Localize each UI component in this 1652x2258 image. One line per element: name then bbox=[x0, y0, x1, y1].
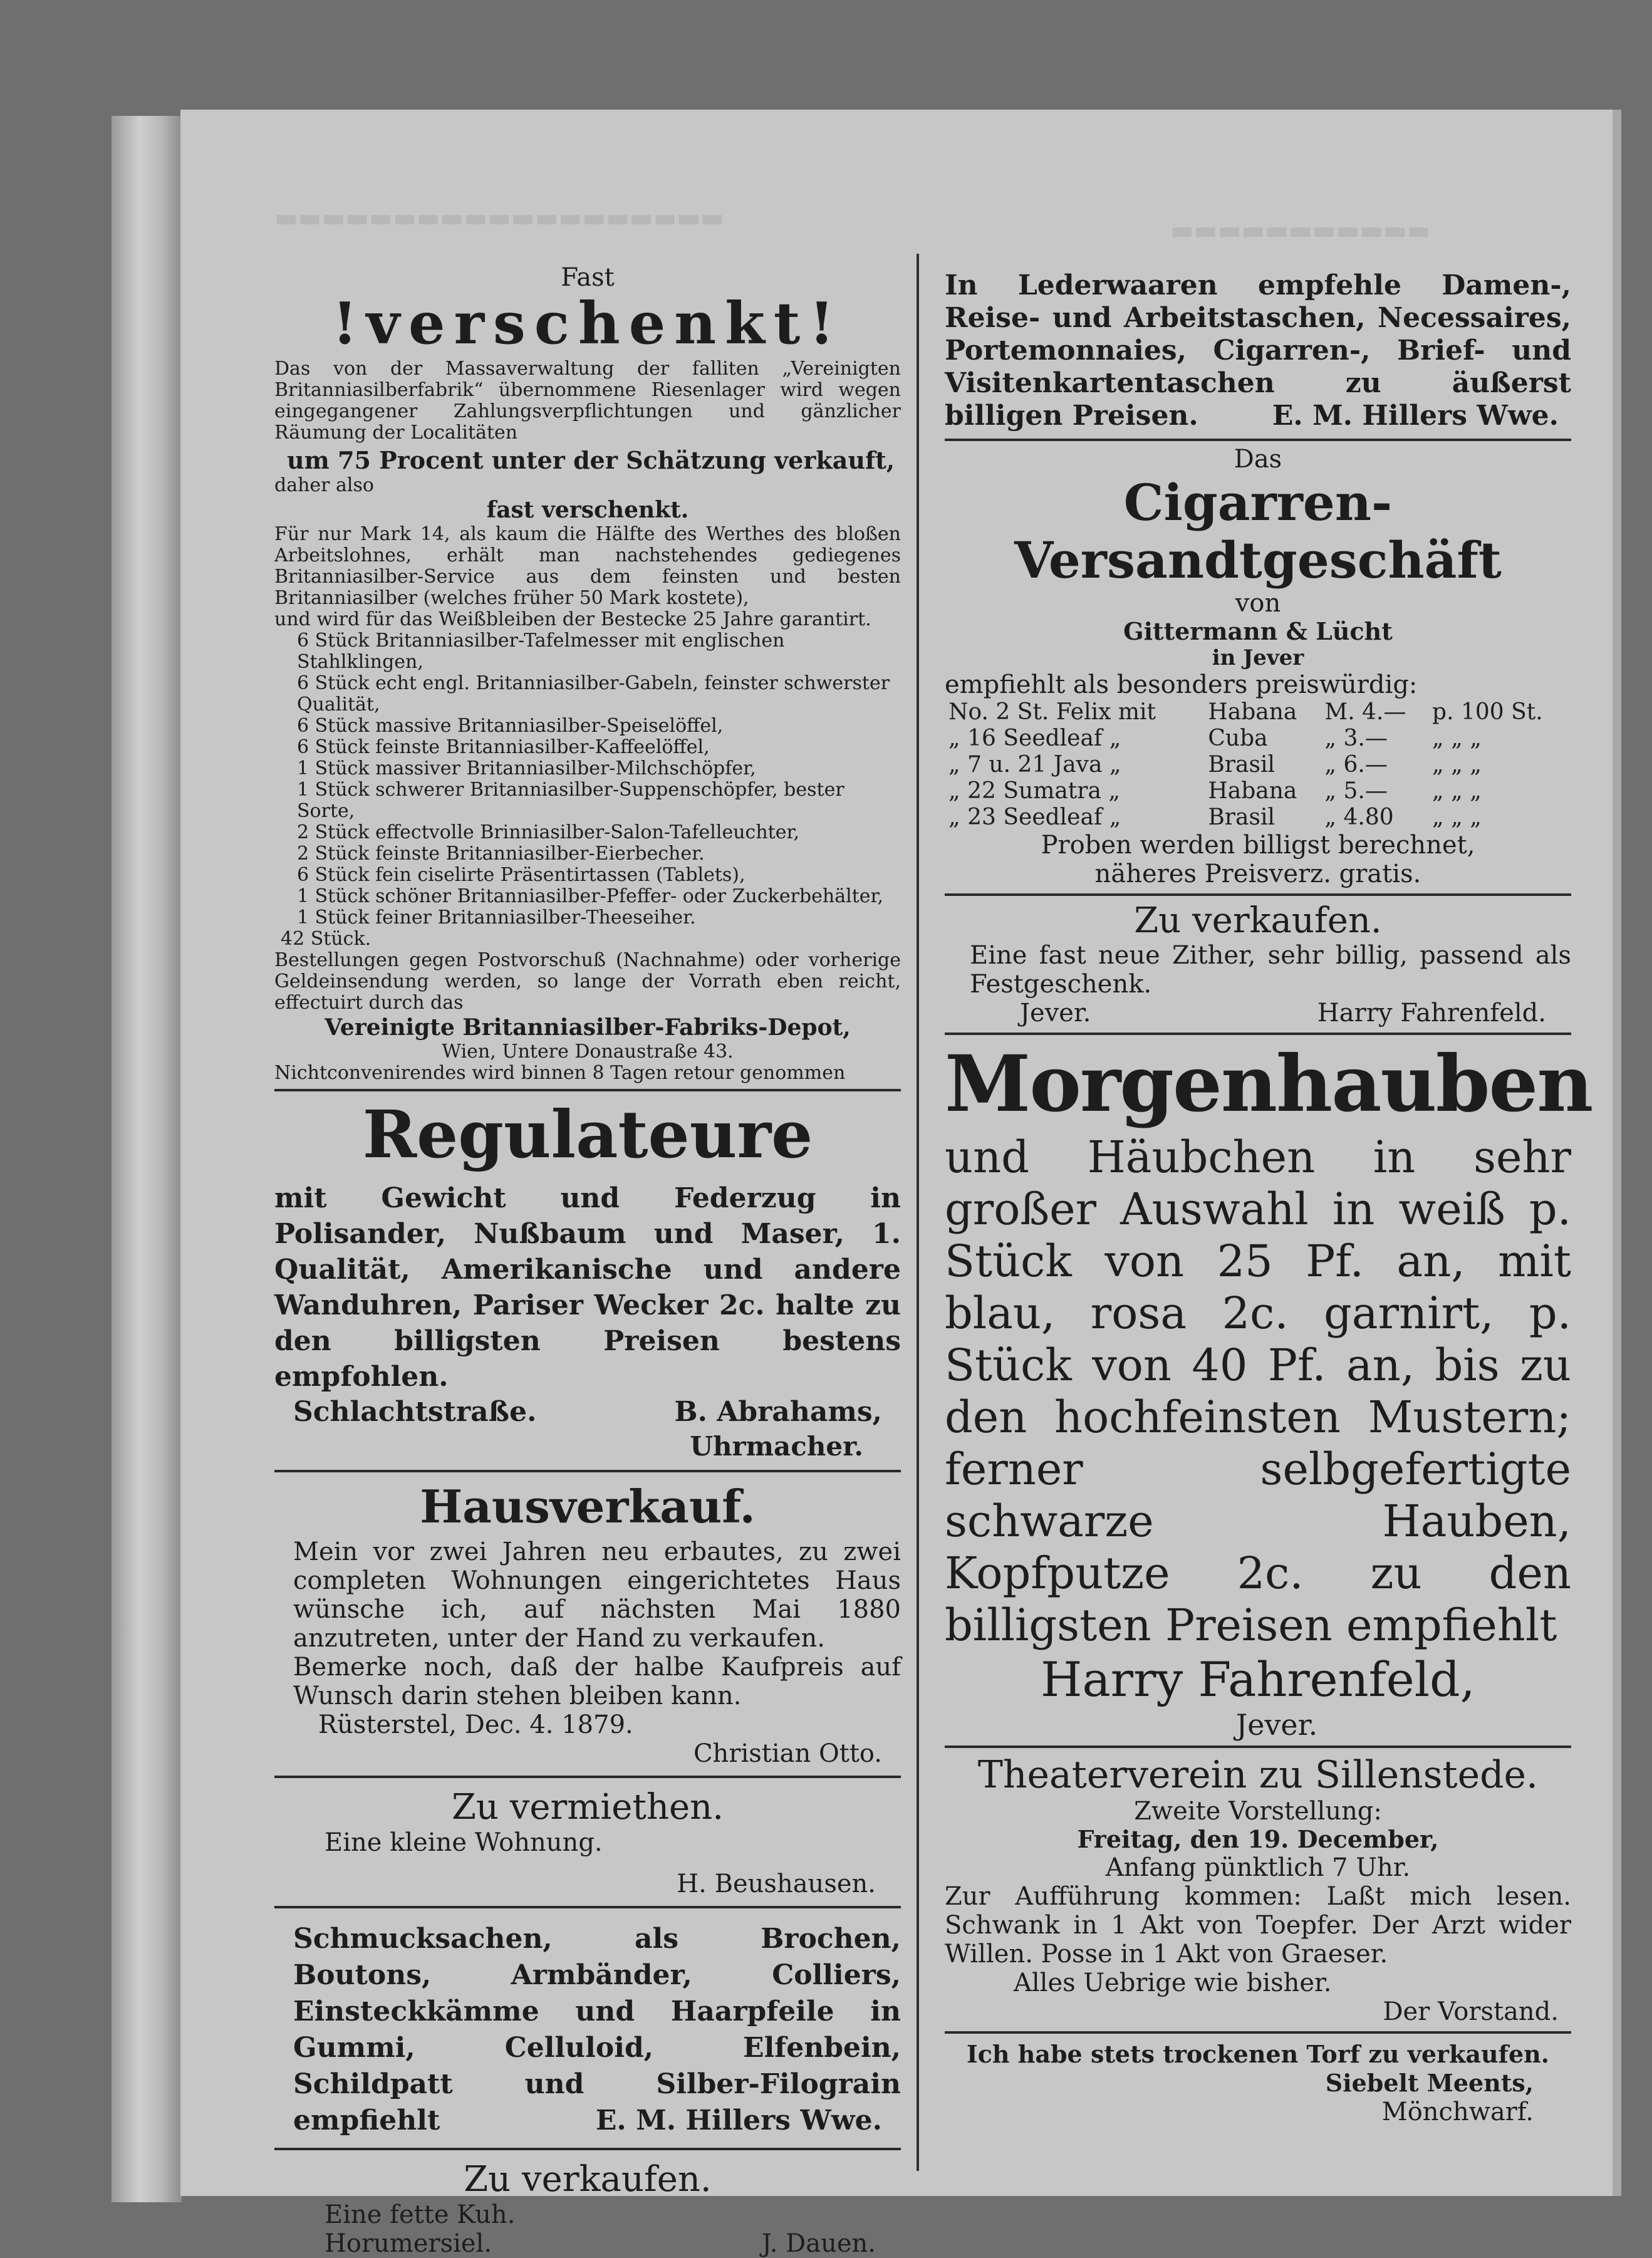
ad-name: Harry Fahrenfeld, bbox=[1041, 1652, 1475, 1707]
ad-headline: Theaterverein zu Sillenstede. bbox=[977, 1753, 1539, 1797]
ad-trade: Uhrmacher. bbox=[690, 1431, 863, 1462]
ad-pre: Das bbox=[1234, 445, 1282, 474]
ad-return: Nichtconvenirendes wird binnen 8 Tagen retour genommen bbox=[274, 1062, 846, 1084]
table-cell: No. 2 St. Felix mit bbox=[948, 699, 1156, 725]
ad-total: 42 Stück. bbox=[281, 928, 371, 950]
ad-body: und Häubchen in sehr großer Auswahl in weiß p. Stück von 25 Pf. an, mit blau, rosa 2c. garnirt, p. Stück von 40 Pf. an, bis zu den hochfeinsten Mustern; ferner selbgefertigte schwarze Hauben, Kopfputze 2c. zu den billigsten Preisen empfiehlt bbox=[945, 1132, 1571, 1651]
separator bbox=[274, 1089, 901, 1091]
list-item: 1 Stück massiver Britanniasilber-Milchschöpfer, bbox=[297, 757, 756, 779]
ad-headline: Zu verkaufen. bbox=[464, 2159, 712, 2200]
list-item: 2 Stück effectvolle Brinniasilber-Salon-Tafelleuchter, bbox=[297, 821, 800, 843]
ad-headline: Zu vermiethen. bbox=[451, 1787, 724, 1828]
table-row bbox=[945, 752, 1571, 778]
ad-verschenkt bbox=[274, 263, 901, 1084]
list-item: 6 Stück fein ciselirte Präsentirtassen (Tablets), bbox=[297, 864, 745, 886]
item-list bbox=[274, 630, 901, 929]
table-cell: „ 23 Seedleaf „ bbox=[948, 804, 1121, 830]
ad-von: von bbox=[1235, 589, 1281, 618]
table-cell: „ 7 u. 21 Java „ bbox=[948, 752, 1121, 778]
ad-leder bbox=[945, 269, 1571, 432]
bleed-through-text: ▬▬▬▬▬▬▬▬▬▬▬▬▬▬▬▬▬▬▬ bbox=[274, 204, 725, 232]
table-cell: Brasil bbox=[1208, 752, 1275, 778]
list-item: 2 Stück feinste Britanniasilber-Eierbecher. bbox=[297, 843, 705, 865]
table-cell: „ 5.— bbox=[1324, 778, 1388, 804]
ad-schmuck bbox=[274, 1921, 901, 2139]
ad-headline: Morgenhauben bbox=[945, 1039, 1592, 1130]
ad-morgenhauben bbox=[945, 1039, 1592, 1742]
price-table bbox=[945, 699, 1571, 831]
ad-sign: Der Vorstand. bbox=[1383, 1997, 1559, 2026]
table-cell: „ 4.80 bbox=[1324, 804, 1394, 830]
ad-note: Bemerke noch, daß der halbe Kaufpreis auf Wunsch darin stehen bleiben kann. bbox=[293, 1653, 901, 1710]
list-item: 6 Stück massive Britanniasilber-Speiselöffel, bbox=[297, 715, 724, 737]
column-divider bbox=[917, 254, 919, 2171]
left-column bbox=[274, 263, 901, 2258]
separator bbox=[945, 1746, 1571, 1748]
ad-guarantee: und wird für das Weißbleiben der Bestecke 25 Jahre garantirt. bbox=[274, 608, 871, 630]
ad-body: Ich habe stets trockenen Torf zu verkaufen. bbox=[966, 2040, 1550, 2068]
table-row bbox=[945, 726, 1571, 752]
ad-name: B. Abrahams, bbox=[674, 1396, 882, 1428]
ad-cigarren bbox=[945, 445, 1571, 888]
table-cell: „ „ „ bbox=[1432, 804, 1482, 830]
ad-torf bbox=[945, 2040, 1571, 2126]
ad-zither bbox=[945, 901, 1571, 1028]
table-cell: p. 100 St. bbox=[1432, 699, 1543, 725]
book-spine bbox=[112, 116, 182, 2202]
ad-daher: daher also bbox=[274, 474, 374, 496]
ad-body: In Lederwaaren empfehle Damen-, Reise- und Arbeitstaschen, Necessaires, Portemonnaies, Cigarren-, Brief- und Visitenkartentaschen zu äußerst billigen Preisen. bbox=[945, 269, 1571, 432]
ad-body: Mein vor zwei Jahren neu erbautes, zu zwei completen Wohnungen eingerichtetes Haus wünsche ich, auf nächsten Mai 1880 anzutreten, unter der Hand zu verkaufen. bbox=[293, 1537, 901, 1653]
ad-sub: Zweite Vorstellung: bbox=[1134, 1797, 1382, 1826]
ad-order: Bestellungen gegen Postvorschuß (Nachnahme) oder vorherige Geldeinsendung werden, so lange der Vorrath eben reicht, effectuirt durch das bbox=[274, 949, 901, 1014]
ad-fast: fast verschenkt. bbox=[486, 497, 689, 523]
table-cell: „ „ „ bbox=[1432, 726, 1482, 751]
list-item: 6 Stück Britanniasilber-Tafelmesser mit englischen Stahlklingen, bbox=[297, 630, 785, 673]
table-cell: „ 16 Seedleaf „ bbox=[948, 726, 1121, 751]
ad-name: Siebelt Meents, bbox=[1325, 2069, 1534, 2097]
ad-hausverkauf bbox=[274, 1481, 901, 1768]
list-item: 1 Stück feiner Britanniasilber-Theeseiher. bbox=[297, 907, 696, 929]
ad-address: Wien, Untere Donaustraße 43. bbox=[442, 1041, 734, 1063]
ad-highlight: um 75 Procent unter der Schätzung verkauft, bbox=[287, 446, 895, 474]
ad-name: H. Beushausen. bbox=[677, 1870, 876, 1898]
ad-place: Mönchwarf. bbox=[1381, 2098, 1534, 2126]
ad-name: J. Dauen. bbox=[761, 2229, 876, 2258]
ad-kuh bbox=[274, 2159, 901, 2258]
bleed-through-text: ▬▬▬▬▬▬▬▬▬▬▬ bbox=[1170, 216, 1431, 245]
table-cell: „ 6.— bbox=[1324, 752, 1388, 778]
newspaper-page bbox=[180, 110, 1621, 2258]
table-cell: M. 4.— bbox=[1324, 699, 1406, 725]
list-item: 6 Stück feinste Britanniasilber-Kaffeelöffel, bbox=[297, 736, 710, 758]
ad-body: Eine fette Kuh. bbox=[325, 2200, 516, 2229]
separator bbox=[945, 893, 1571, 896]
ad-body: Schmucksachen, als Brochen, Boutons, Armbänder, Colliers, Einsteckkämme und Haarpfeile in Gummi, Celluloid, Elfenbein, Schildpatt und Silber-Filograin empfiehlt bbox=[293, 1923, 901, 2136]
ad-rest: Alles Uebrige wie bisher. bbox=[1014, 1969, 1332, 1997]
ad-street: Schlachtstraße. bbox=[293, 1396, 537, 1428]
ad-intro: Das von der Massaverwaltung der falliten „Vereinigten Britanniasilberfabrik“ übernommene Riesenlager wird wegen eingegangener Zahlungsverpflichtungen und gänzlicher Räumung der Localitäten bbox=[274, 358, 901, 444]
table-cell: „ 22 Sumatra „ bbox=[948, 778, 1121, 804]
ad-body: Eine kleine Wohnung. bbox=[325, 1828, 603, 1857]
table-row bbox=[945, 778, 1571, 804]
ad-pre: Fast bbox=[561, 263, 615, 292]
table-cell: „ 3.— bbox=[1324, 726, 1388, 751]
ad-sign-row bbox=[274, 1395, 901, 1430]
table-cell: „ „ „ bbox=[1432, 778, 1482, 804]
separator bbox=[274, 1776, 901, 1778]
ad-sign-row bbox=[945, 999, 1571, 1028]
table-cell: Habana bbox=[1208, 699, 1297, 725]
ad-body: mit Gewicht und Federzug in Polisander, Nußbaum und Maser, 1. Qualität, Amerikanische und andere Wanduhren, Pariser Wecker 2c. halte zu den billigsten Preisen bestens empfohlen. bbox=[274, 1182, 901, 1393]
ad-place: Jever. bbox=[1235, 1708, 1318, 1742]
ad-date: Freitag, den 19. December, bbox=[1077, 1825, 1439, 1853]
separator bbox=[945, 439, 1571, 441]
ad-regulateure bbox=[274, 1098, 901, 1464]
separator bbox=[274, 1470, 901, 1472]
table-cell: Brasil bbox=[1208, 804, 1275, 830]
ad-vermiethen bbox=[274, 1787, 901, 1898]
ad-headline: Zu verkaufen. bbox=[1134, 900, 1382, 941]
ad-body: Eine fast neue Zither, sehr billig, passend als Festgeschenk. bbox=[970, 941, 1571, 999]
ad-name: E. M. Hillers Wwe. bbox=[595, 2105, 882, 2136]
separator bbox=[274, 2148, 901, 2150]
separator bbox=[274, 1906, 901, 1908]
ad-time: Anfang pünktlich 7 Uhr. bbox=[1105, 1853, 1411, 1882]
ad-firm: Gittermann & Lücht bbox=[1123, 617, 1393, 645]
ad-program: Zur Aufführung kommen: Laßt mich lesen. Schwank in 1 Akt von Toepfer. Der Arzt wider Willen. Posse in 1 Akt von Graeser. bbox=[945, 1882, 1571, 1969]
right-column bbox=[945, 269, 1592, 2126]
list-item: 1 Stück schöner Britanniasilber-Pfeffer- oder Zuckerbehälter, bbox=[297, 885, 884, 907]
ad-name: E. M. Hillers Wwe. bbox=[1272, 400, 1559, 432]
ad-depot: Vereinigte Britanniasilber-Fabriks-Depot, bbox=[325, 1014, 851, 1041]
ad-place: in Jever bbox=[1212, 645, 1304, 670]
ad-sign-row bbox=[274, 2229, 901, 2258]
ad-headline: Cigarren- bbox=[1123, 473, 1393, 532]
separator bbox=[945, 2031, 1571, 2034]
ad-proben: Proben werden billigst berechnet, bbox=[1041, 831, 1475, 860]
list-item: 1 Stück schwerer Britanniasilber-Suppenschöpfer, bester Sorte, bbox=[297, 779, 844, 822]
ad-theater bbox=[945, 1753, 1571, 2026]
separator bbox=[945, 1033, 1571, 1035]
ad-name: Harry Fahrenfeld. bbox=[1317, 999, 1546, 1028]
ad-headline: !verschenkt! bbox=[332, 289, 843, 357]
ad-place: Rüsterstel, Dec. 4. 1879. bbox=[318, 1710, 633, 1739]
table-cell: Cuba bbox=[1208, 726, 1268, 751]
ad-headline: Regulateure bbox=[362, 1096, 813, 1173]
table-row bbox=[945, 804, 1571, 831]
ad-name: Christian Otto. bbox=[693, 1739, 882, 1768]
table-cell: „ „ „ bbox=[1432, 752, 1482, 778]
list-item: 6 Stück echt engl. Britanniasilber-Gabeln, feinster schwerster Qualität, bbox=[297, 672, 890, 715]
ad-place: Jever. bbox=[1020, 999, 1091, 1028]
ad-place: Horumersiel. bbox=[325, 2229, 492, 2258]
ad-preis: näheres Preisverz. gratis. bbox=[1094, 860, 1421, 888]
ad-headline: Hausverkauf. bbox=[420, 1480, 756, 1533]
ad-intro: empfiehlt als besonders preiswürdig: bbox=[945, 670, 1418, 699]
ad-offer: Für nur Mark 14, als kaum die Hälfte des Werthes des bloßen Arbeitslohnes, erhält man nachstehendes gediegenes Britanniasilber-Service aus dem feinsten und besten Britanniasilber (welches früher 50 Mark kostete), bbox=[274, 523, 901, 609]
table-row bbox=[945, 699, 1571, 726]
table-cell: Habana bbox=[1208, 778, 1297, 804]
ad-headline: Versandtgeschäft bbox=[1014, 531, 1502, 590]
